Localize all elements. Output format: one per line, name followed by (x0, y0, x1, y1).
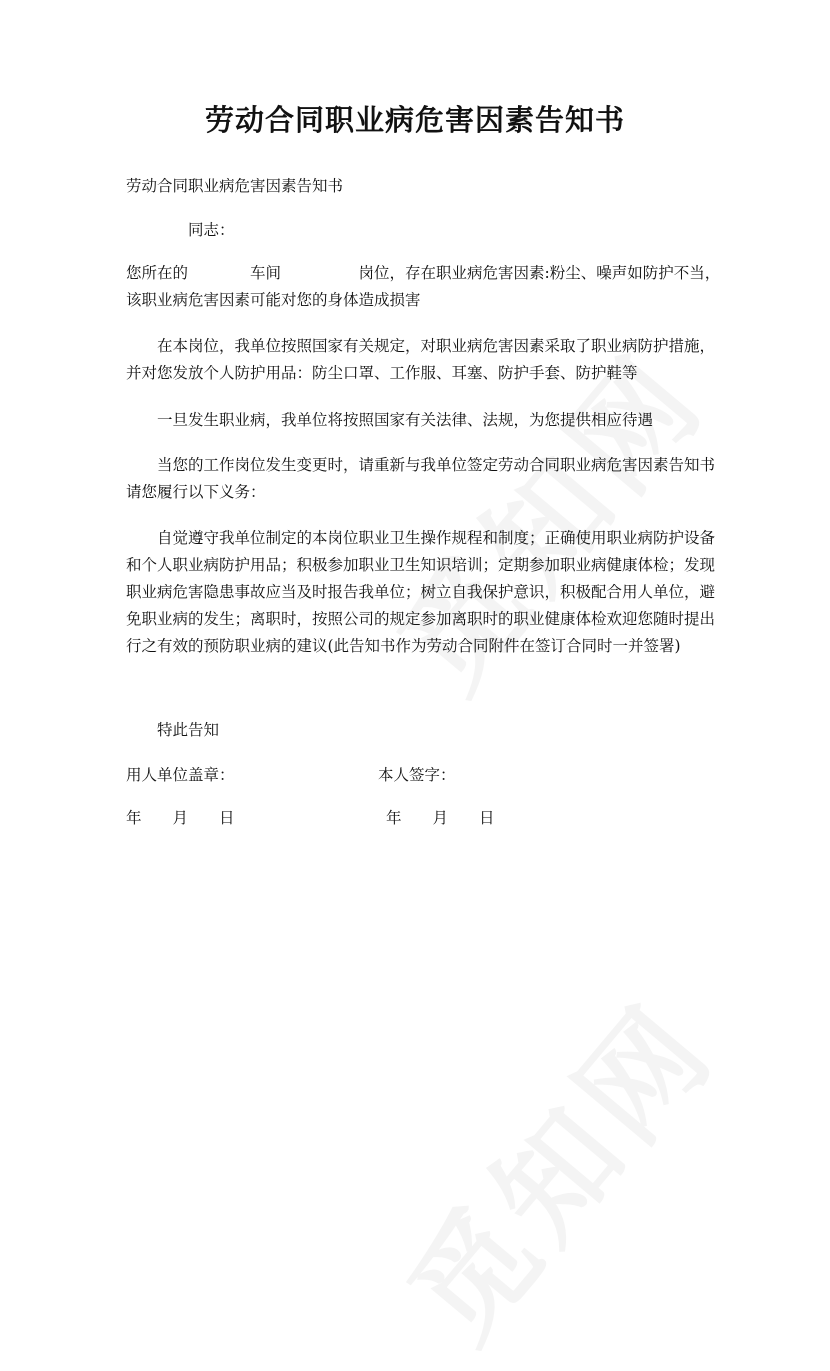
paragraph-2: 在本岗位，我单位按照国家有关规定，对职业病危害因素采取了职业病防护措施，并对您发放个人防护用品：防尘口罩、工作服、耳塞、防护手套、防护鞋等 (126, 337, 716, 382)
date-left: 年 月 日 (126, 809, 235, 827)
document-title: 劳动合同职业病危害因素告知书 (204, 103, 625, 137)
greeting: 同志： (188, 221, 235, 239)
employee-sign-label: 本人签字： (378, 766, 456, 784)
document-subtitle: 劳动合同职业病危害因素告知书 (126, 177, 344, 195)
date-right: 年 月 日 (386, 809, 495, 827)
watermark (364, 961, 746, 1370)
paragraph-5: 自觉遵守我单位制定的本岗位职业卫生操作规程和制度；正确使用职业病防护设备和个人职业病防护用品；积极参加职业卫生知识培训；定期参加职业病健康体检；发现职业病危害隐患事故应当及时报告我单位；树立自我保护意识，积极配合用人单位，避免职业病的发生；离职时，按照公司的规定参加离职时的职业健康体检欢迎您随时提出行之有效的预防职业病的建议(此告知书作为劳动合同附件在签订合同时一并签署) (126, 529, 716, 655)
paragraph-4: 当您的工作岗位发生变更时，请重新与我单位签定劳动合同职业病危害因素告知书 请您履行以下义务： (126, 456, 747, 501)
paragraph-1-line-2: 该职业病危害因素可能对您的身体造成损害 (126, 291, 421, 309)
notice-text: 特此告知 (157, 721, 220, 739)
employer-seal-label: 用人单位盖章： (126, 766, 235, 784)
paragraph-1-line-1: 您所在的 车间 岗位，存在职业病危害因素:粉尘、噪声如防护不当， (126, 264, 721, 282)
paragraph-3: 一旦发生职业病，我单位将按照国家有关法律、法规，为您提供相应待遇 (157, 411, 654, 429)
